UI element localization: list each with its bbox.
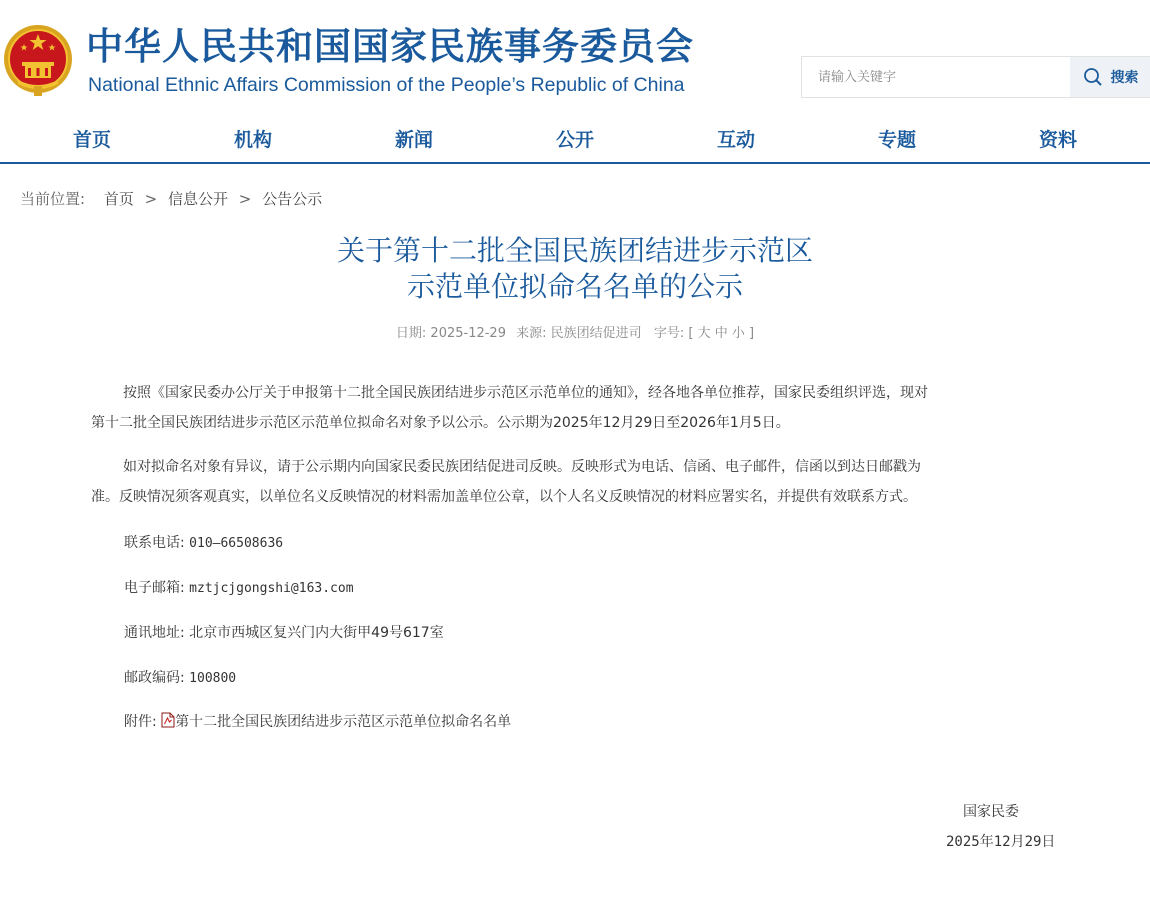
article-title-line1: 关于第十二批全国民族团结进步示范区 [336, 234, 813, 267]
search-button[interactable] [1070, 57, 1150, 97]
attachment-name: 第十二批全国民族团结进步示范区示范单位拟命名名单 [175, 714, 512, 730]
signature-org: 国家民委 [963, 804, 1019, 820]
paragraph-1-line-1: 按照《国家民委办公厅关于申报第十二批全国民族团结进步示范区示范单位的通知》，经各地各单位推荐，国家民委组织评选，现对 [123, 385, 928, 401]
nav-item-disclosure[interactable]: 公开 [555, 129, 594, 151]
search-button-label: 搜索 [1110, 70, 1139, 86]
source-label: 来源: [516, 326, 547, 341]
search-box [801, 56, 1150, 98]
font-size-large-button[interactable]: 大 [697, 326, 711, 341]
phone-label: 联系电话: [124, 535, 185, 551]
publish-date: 2025-12-29 [430, 326, 506, 341]
attachment-label: 附件: [124, 714, 157, 730]
address-label: 通讯地址: [124, 625, 185, 641]
email-label: 电子邮箱: [124, 580, 185, 596]
article-meta [0, 324, 1150, 344]
attachment [124, 711, 511, 733]
nav-item-news[interactable]: 新闻 [394, 129, 433, 151]
site-title-en[interactable]: National Ethnic Affairs Commission of the People’s Republic of China [88, 74, 685, 96]
paragraph-1-line-2: 第十二批全国民族团结进步示范区示范单位拟命名对象予以公示。公示期为2025年12月29日至2026年1月5日。 [91, 415, 790, 431]
breadcrumb-lead: 当前位置: [20, 190, 86, 208]
signature-date: 2025年12月29日 [946, 834, 1056, 850]
paragraph-2-line-1: 如对拟命名对象有异议，请于公示期内向国家民委民族团结促进司反映。反映形式为电话、信函、电子邮件，信函以到达日邮戳为 [123, 459, 921, 475]
breadcrumb-notices[interactable]: 公告公示 [262, 190, 323, 208]
postcode-label: 邮政编码: [124, 670, 185, 686]
article-paragraph-1 [91, 378, 1061, 438]
breadcrumb-separator: > [238, 190, 252, 208]
contact-phone [124, 532, 283, 555]
breadcrumb-disclosure[interactable]: 信息公开 [168, 190, 229, 208]
nav-item-interaction[interactable]: 互动 [716, 129, 755, 151]
contact-email [124, 577, 354, 600]
nav-item-home[interactable]: 首页 [72, 129, 111, 151]
breadcrumb-separator: > [144, 190, 158, 208]
date-label: 日期: [395, 326, 427, 341]
address-value: 北京市西城区复兴门内大街甲49号617室 [189, 625, 444, 641]
font-size-label: 字号: [653, 326, 685, 341]
breadcrumb-home[interactable]: 首页 [103, 190, 134, 208]
breadcrumb [20, 188, 322, 210]
search-input[interactable] [802, 57, 1068, 97]
main-nav [0, 118, 1150, 164]
nav-item-organization[interactable]: 机构 [233, 129, 272, 151]
contact-address [124, 622, 444, 644]
font-size-open-bracket: [ [688, 326, 694, 341]
font-size-close-bracket: ] [749, 326, 755, 341]
national-emblem-icon[interactable] [2, 22, 74, 98]
phone-value: 010—66508636 [189, 536, 284, 551]
article-title-line2: 示范单位拟命名名单的公示 [406, 270, 743, 303]
site-title-cn[interactable]: 中华人民共和国国家民族事务委员会 [86, 25, 694, 68]
font-size-medium-button[interactable]: 中 [714, 326, 728, 341]
article-paragraph-2 [91, 452, 1061, 512]
search-icon [1083, 67, 1103, 87]
font-size-small-button[interactable]: 小 [731, 326, 745, 341]
nav-item-topics[interactable]: 专题 [877, 129, 916, 151]
nav-item-resources[interactable]: 资料 [1038, 129, 1077, 151]
postcode-value: 100800 [189, 671, 237, 686]
site-header [0, 0, 1150, 118]
paragraph-2-line-2: 准。反映情况须客观真实，以单位名义反映情况的材料需加盖单位公章，以个人名义反映情况的材料应署实名，并提供有效联系方式。 [91, 489, 917, 505]
source-value: 民族团结促进司 [550, 326, 642, 341]
contact-postcode [124, 667, 236, 690]
attachment-link[interactable] [161, 714, 511, 730]
email-value: mztjcjgongshi@163.com [189, 581, 354, 596]
article-title [0, 233, 1150, 305]
pdf-file-icon [161, 712, 175, 728]
